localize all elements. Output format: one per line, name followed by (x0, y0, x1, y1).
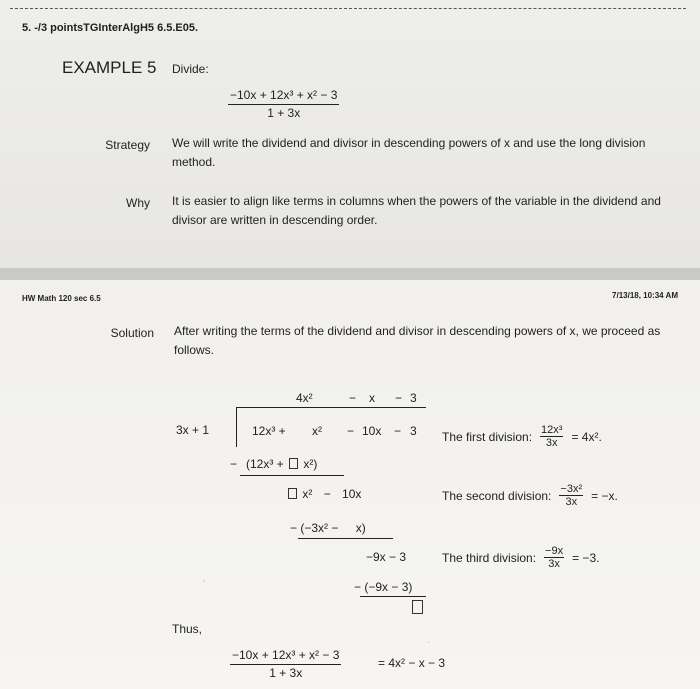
example-fraction (228, 88, 339, 120)
dividend-term-1: 12x³ + (252, 424, 286, 438)
print-header-right: 7/13/18, 10:34 AM (612, 291, 678, 300)
quotient-term-1: 4x² (296, 391, 313, 405)
step4-text: −9x − 3 (366, 550, 407, 564)
step1-minus: − (230, 457, 238, 471)
third-division-result: = −3. (572, 550, 600, 565)
division-bracket (236, 407, 237, 447)
first-division-num: 12x³ (541, 424, 563, 436)
strategy-text: We will write the dividend and divisor in descending powers of x and use the long division method. (172, 136, 646, 169)
dashed-separator (10, 8, 686, 9)
divisor: 3x + 1 (176, 423, 210, 437)
conclusion-result: = 4x² − x − 3 (378, 656, 446, 670)
step3-text: − (−3x² − (290, 521, 339, 535)
strategy-label: Strategy (105, 138, 150, 152)
example-numerator: −10x + 12x³ + x² − 3 (228, 88, 339, 105)
step5-rule (360, 596, 426, 597)
third-division (442, 545, 599, 570)
faint-mark: ◦ (202, 576, 206, 587)
third-division-label: The third division: (442, 550, 537, 565)
example-title: EXAMPLE 5 (62, 58, 157, 77)
quotient-term-3: 3 (410, 391, 417, 405)
step3-row (290, 521, 366, 535)
step1-product (246, 457, 317, 471)
first-division-label: The first division: (442, 429, 533, 444)
third-division-fraction (544, 545, 564, 570)
step2-row (286, 487, 361, 501)
second-division (442, 483, 618, 508)
third-division-den: 3x (548, 558, 560, 570)
step3-text-b: x) (355, 521, 366, 535)
why-label: Why (126, 196, 150, 210)
dividend-term-4: 3 (410, 424, 417, 438)
third-division-num: −9x (545, 545, 564, 557)
second-division-fraction (559, 483, 583, 508)
divide-label: Divide: (172, 62, 209, 76)
dividend-term-2: x² (312, 424, 322, 438)
step3-rule (298, 538, 393, 539)
example-denominator: 1 + 3x (267, 106, 301, 120)
conclusion-numerator: −10x + 12x³ + x² − 3 (230, 648, 341, 665)
dividend-term-3: 10x (362, 424, 382, 438)
remainder-box-wrap (410, 600, 425, 618)
thus-label: Thus, (172, 622, 203, 636)
answer-box[interactable] (412, 600, 423, 614)
step2-text-a: x² (302, 487, 313, 501)
why-text: It is easier to align like terms in columns when the powers of the variable in the dividend and divisor are written in descending order. (172, 194, 661, 227)
conclusion-fraction (230, 648, 341, 680)
quotient-op-1: − (349, 391, 357, 405)
step2-text-b: − (323, 487, 331, 501)
division-bar (236, 407, 426, 408)
step1-text-a: (12x³ + (246, 457, 284, 471)
print-header-left: HW Math 120 sec 6.5 (22, 294, 101, 303)
answer-box[interactable] (289, 458, 298, 469)
first-division-den: 3x (545, 437, 558, 449)
dividend-op-2: − (394, 424, 402, 438)
answer-box[interactable] (288, 488, 297, 499)
first-division-fraction (540, 424, 563, 449)
second-division-den: 3x (565, 496, 578, 508)
step5-text: − (−9x − 3) (354, 580, 413, 594)
quotient-op-2: − (395, 391, 403, 405)
step1-rule (240, 475, 344, 476)
dividend-op-1: − (347, 424, 355, 438)
step2-text-c: 10x (342, 487, 362, 501)
second-division-num: −3x² (560, 483, 583, 495)
first-division (442, 424, 602, 449)
first-division-result: = 4x². (571, 429, 602, 444)
second-division-result: = −x. (591, 488, 618, 503)
step1-text-b: x²) (303, 457, 318, 471)
solution-label: Solution (110, 326, 154, 340)
solution-text: After writing the terms of the dividend and divisor in descending powers of x, we proceed as follows. (174, 324, 661, 357)
conclusion-denominator: 1 + 3x (269, 666, 303, 680)
faint-mark: · (427, 637, 431, 648)
problem-header: 5. -/3 pointsTGInterAlgH5 6.5.E05. (22, 22, 199, 34)
second-division-label: The second division: (442, 488, 552, 503)
quotient-term-2: x (369, 391, 375, 405)
